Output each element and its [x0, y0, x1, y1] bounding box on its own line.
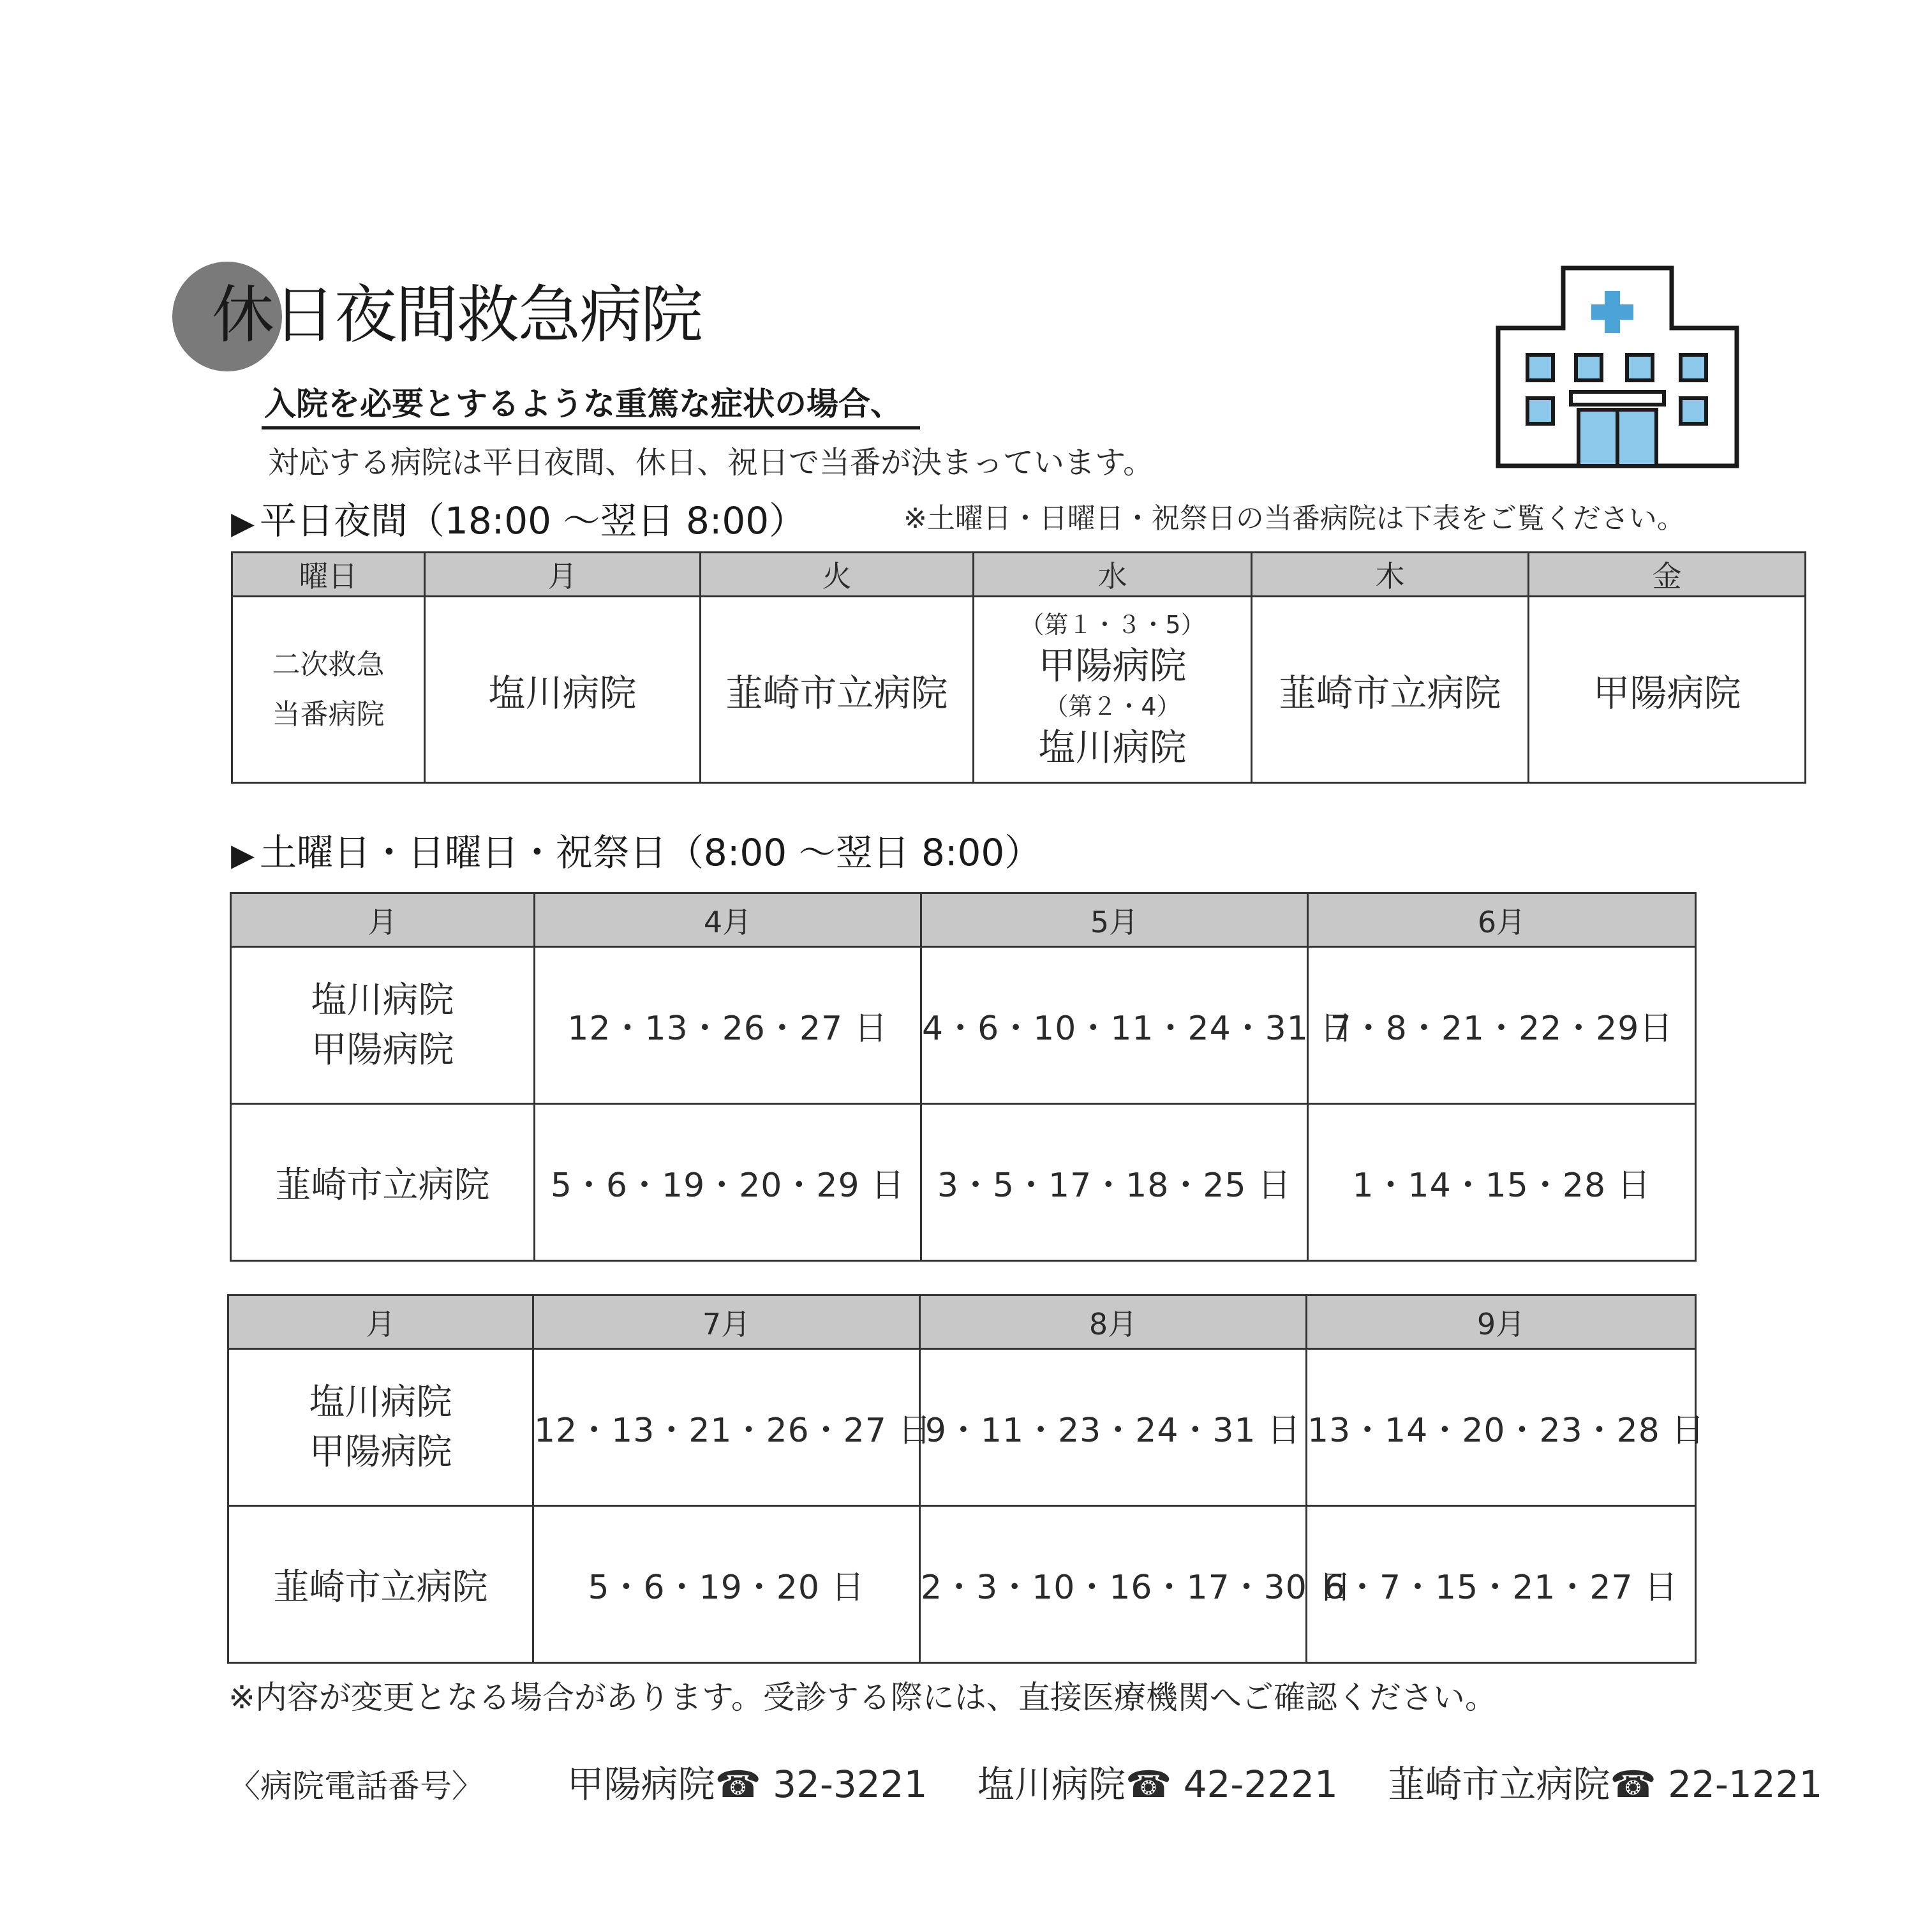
dates-may-row2: 3・5・17・18・25 日: [921, 1104, 1308, 1261]
change-notice: ※内容が変更となる場合があります。受診する際には、直接医療機関へご確認ください。: [228, 1679, 1497, 1716]
dates-jul-row2: 5・6・19・20 日: [533, 1506, 920, 1663]
row-label-line1: 塩川病院: [311, 979, 454, 1021]
table-row: [231, 947, 1696, 1104]
cell-tue: 韮崎市立病院: [701, 597, 974, 783]
cell-fri: 甲陽病院: [1529, 597, 1806, 783]
weekday-note: ※土曜日・日曜日・祝祭日の当番病院は下表をご覧ください。: [903, 502, 1685, 535]
phone-list: [228, 1759, 1822, 1812]
weekday-table: [231, 551, 1806, 784]
col-header-day: 曜日: [232, 553, 425, 597]
wed-note1: （第１・３・5）: [1020, 610, 1205, 639]
dates-may-row1: 4・6・10・11・24・31 日: [921, 947, 1308, 1104]
col-header-may: 5月: [921, 893, 1308, 947]
phone-icon: ☎: [1125, 1763, 1172, 1806]
holiday-header-row: [231, 893, 1696, 947]
row-label-secondary-emergency: [232, 597, 425, 783]
col-header-month: 月: [231, 893, 535, 947]
intro-text: 対応する病院は平日夜間、休日、祝日で当番が決まっています。: [268, 445, 1154, 481]
row-label-line2: 甲陽病院: [311, 1029, 454, 1071]
cell-thu: 韮崎市立病院: [1252, 597, 1529, 783]
col-header-apr: 4月: [535, 893, 921, 947]
cell-mon: 塩川病院: [425, 597, 701, 783]
row-label-line1: 塩川病院: [309, 1381, 452, 1423]
hospital-building-icon: [1496, 265, 1739, 468]
weekday-heading-text: 平日夜間（18:00 ～翌日 8:00）: [259, 499, 806, 542]
dates-sep-row2: 6・7・15・21・27 日: [1307, 1506, 1696, 1663]
dates-jun-row1: 7・8・21・22・29日: [1308, 947, 1696, 1104]
row-label-line2: 当番病院: [272, 698, 385, 731]
col-header-sep: 9月: [1307, 1295, 1696, 1349]
col-header-mon: 月: [425, 553, 701, 597]
col-header-aug: 8月: [920, 1295, 1307, 1349]
holiday-table-apr-jun: [230, 892, 1697, 1262]
subtitle-underline: [262, 426, 920, 429]
row-label-line2: 甲陽病院: [309, 1431, 452, 1473]
dates-jul-row1: 12・13・21・26・27 日: [533, 1349, 920, 1506]
table-row: [231, 1104, 1696, 1261]
col-header-fri: 金: [1529, 553, 1806, 597]
weekday-row: [232, 597, 1806, 783]
dates-aug-row2: 2・3・10・16・17・30 日: [920, 1506, 1307, 1663]
phone-icon: ☎: [1610, 1763, 1656, 1806]
col-header-jul: 7月: [533, 1295, 920, 1349]
wed-hospital2: 塩川病院: [1038, 725, 1187, 769]
phone-hospital-name: 甲陽病院: [567, 1763, 715, 1806]
holiday-heading: [231, 827, 1041, 881]
phone-hospital-name: 塩川病院: [977, 1763, 1126, 1806]
row-label-line1: 二次救急: [272, 648, 385, 681]
page-title: 休日夜間救急病院: [212, 279, 702, 352]
phone-number: 42-2221: [1183, 1763, 1338, 1806]
col-header-jun: 6月: [1308, 893, 1696, 947]
phone-hospital-name: 韮崎市立病院: [1388, 1763, 1610, 1806]
dates-apr-row1: 12・13・26・27 日: [535, 947, 921, 1104]
phone-entry-koyo: [567, 1763, 939, 1806]
table-row: [228, 1506, 1696, 1663]
row-label-nirasaki: 韮崎市立病院: [228, 1506, 533, 1663]
col-header-wed: 水: [974, 553, 1252, 597]
weekday-header-row: [232, 553, 1806, 597]
wed-hospital1: 甲陽病院: [1038, 643, 1187, 687]
phone-number: 22-1221: [1668, 1763, 1823, 1806]
weekday-heading: [231, 495, 806, 549]
phone-entry-shiokawa: [977, 1763, 1349, 1806]
wed-note2: （第２・4）: [1044, 692, 1181, 720]
row-label-shiokawa-koyo: [231, 947, 535, 1104]
phone-entry-nirasaki: [1388, 1763, 1822, 1806]
dates-sep-row1: 13・14・20・23・28 日: [1307, 1349, 1696, 1506]
triangle-marker-icon: ▶: [231, 505, 255, 541]
col-header-month: 月: [228, 1295, 533, 1349]
row-label-nirasaki: 韮崎市立病院: [231, 1104, 535, 1261]
col-header-thu: 木: [1252, 553, 1529, 597]
holiday-table-jul-sep: [227, 1294, 1705, 1664]
table-row: [228, 1349, 1696, 1506]
dates-aug-row1: 9・11・23・24・31 日: [920, 1349, 1307, 1506]
triangle-marker-icon: ▶: [231, 837, 255, 873]
phone-icon: ☎: [715, 1763, 761, 1806]
phone-number: 32-3221: [773, 1763, 928, 1806]
cell-wed: [974, 597, 1252, 783]
col-header-tue: 火: [701, 553, 974, 597]
phone-list-label: 〈病院電話番号〉: [228, 1768, 484, 1805]
holiday-heading-text: 土曜日・日曜日・祝祭日（8:00 ～翌日 8:00）: [259, 831, 1042, 874]
holiday-header-row: [228, 1295, 1696, 1349]
dates-jun-row2: 1・14・15・28 日: [1308, 1104, 1696, 1261]
row-label-shiokawa-koyo: [228, 1349, 533, 1506]
dates-apr-row2: 5・6・19・20・29 日: [535, 1104, 921, 1261]
subtitle: 入院を必要とするような重篤な症状の場合、: [264, 385, 902, 422]
